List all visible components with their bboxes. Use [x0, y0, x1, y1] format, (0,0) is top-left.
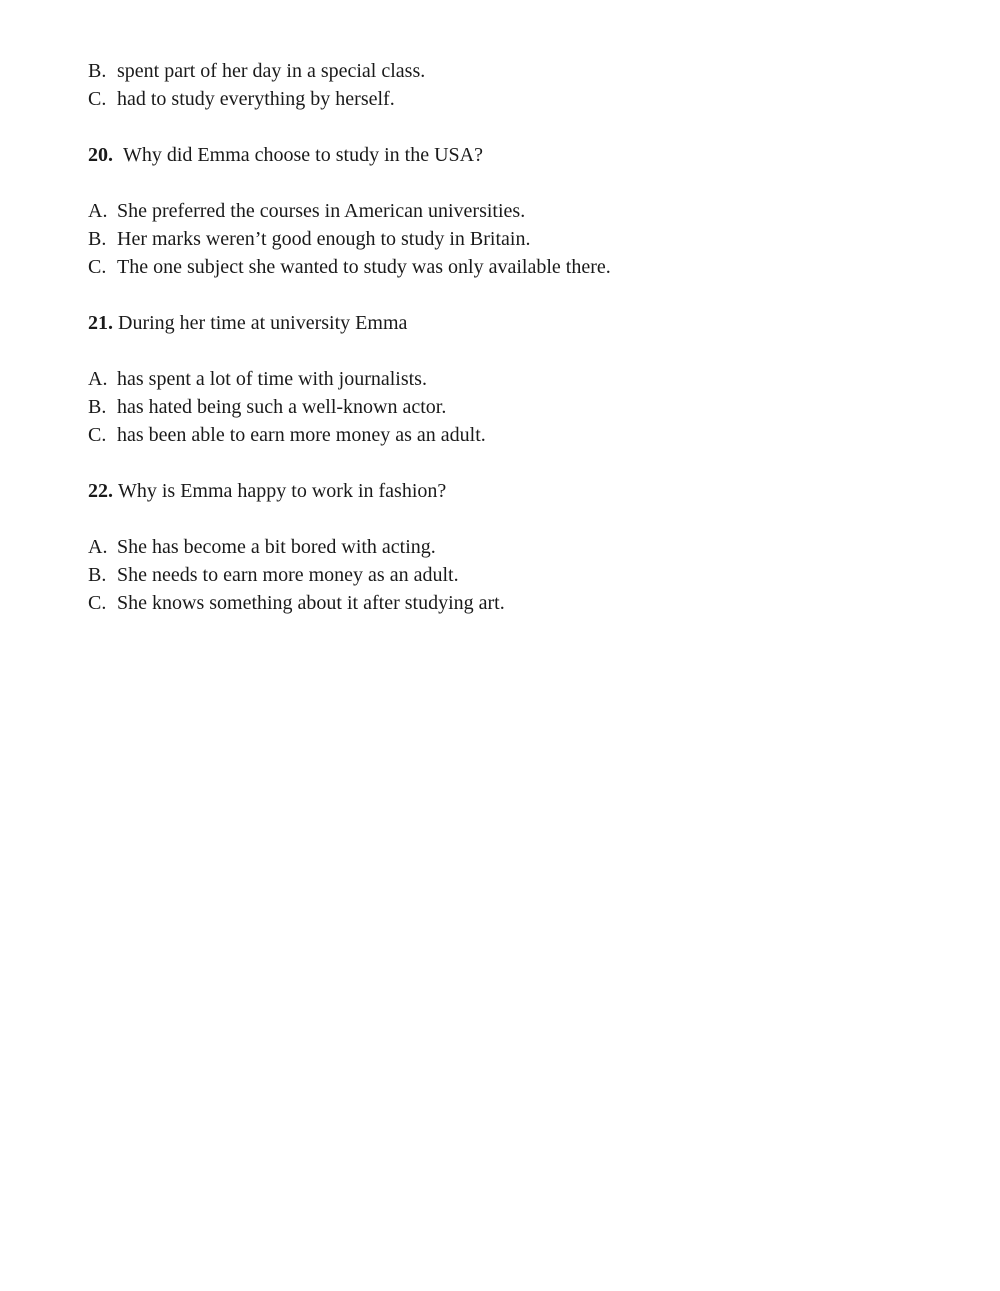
question-number: 21. — [88, 312, 113, 334]
option-text: She preferred the courses in American universities. — [117, 200, 526, 222]
question-20 — [88, 141, 483, 169]
option-letter: B. — [88, 396, 107, 418]
option-letter: C. — [88, 88, 107, 110]
question-number: 22. — [88, 480, 113, 502]
option-21-a — [88, 365, 427, 393]
question-number: 20. — [88, 144, 113, 166]
option-text: She needs to earn more money as an adult. — [117, 564, 459, 586]
option-20-c — [88, 253, 611, 281]
question-text: Why is Emma happy to work in fashion? — [118, 480, 447, 502]
option-20-a — [88, 197, 525, 225]
option-letter: C. — [88, 424, 107, 446]
question-text: During her time at university Emma — [118, 312, 408, 334]
option-letter: B. — [88, 228, 107, 250]
option-text: The one subject she wanted to study was only available there. — [117, 256, 611, 278]
option-19-c — [88, 85, 395, 113]
option-text: spent part of her day in a special class. — [117, 60, 426, 82]
option-letter: A. — [88, 536, 108, 558]
option-text: has hated being such a well-known actor. — [117, 396, 447, 418]
option-21-c — [88, 421, 486, 449]
option-letter: A. — [88, 200, 108, 222]
option-text: She has become a bit bored with acting. — [117, 536, 436, 558]
option-letter: C. — [88, 592, 107, 614]
option-letter: B. — [88, 564, 107, 586]
option-letter: C. — [88, 256, 107, 278]
option-text: She knows something about it after studying art. — [117, 592, 505, 614]
option-21-b — [88, 393, 446, 421]
option-22-c — [88, 589, 505, 617]
option-text: has been able to earn more money as an adult. — [117, 424, 486, 446]
option-22-a — [88, 533, 436, 561]
option-letter: B. — [88, 60, 107, 82]
question-text: Why did Emma choose to study in the USA? — [123, 144, 483, 166]
option-22-b — [88, 561, 459, 589]
question-21 — [88, 309, 407, 337]
option-text: has spent a lot of time with journalists. — [117, 368, 427, 390]
option-19-b — [88, 57, 425, 85]
option-text: had to study everything by herself. — [117, 88, 395, 110]
question-22 — [88, 477, 446, 505]
option-text: Her marks weren’t good enough to study in Britain. — [117, 228, 531, 250]
option-letter: A. — [88, 368, 108, 390]
option-20-b — [88, 225, 530, 253]
